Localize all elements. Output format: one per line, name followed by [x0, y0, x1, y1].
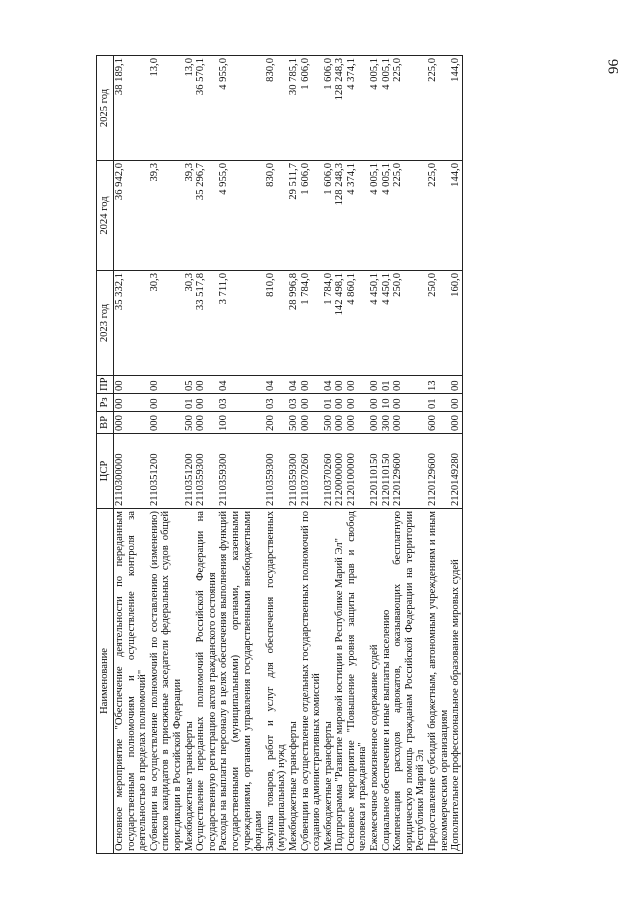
cell-vr: 000 [369, 412, 381, 434]
cell-vr: 000 [114, 412, 149, 434]
cell-y2024: 4 955,0 [218, 161, 264, 271]
cell-name: Компенсация расходов адвокатов, оказывающих бесплатную юридическую помощь гражданам Российской Федерации на территории Республики Марий Эл [392, 509, 427, 854]
cell-rz: 00 [114, 394, 149, 412]
table-row [288, 56, 300, 854]
cell-y2024: 4 005,1 [369, 161, 381, 271]
cell-csr: 2110359300 [265, 434, 288, 509]
cell-pr: 04 [218, 376, 264, 394]
cell-pr: 00 [369, 376, 381, 394]
cell-rz: 03 [265, 394, 288, 412]
header-2025: 2025 год [97, 56, 114, 161]
table-header-row [97, 56, 114, 854]
cell-y2025: 30 785,1 [288, 56, 300, 161]
cell-rz: 01 [323, 394, 335, 412]
cell-csr: 2110351200 [149, 434, 184, 509]
cell-csr: 2120100000 [346, 434, 369, 509]
cell-y2025: 36 570,1 [195, 56, 218, 161]
table-row [149, 56, 184, 854]
table-row [334, 56, 346, 854]
table-body [114, 56, 463, 854]
cell-y2024: 39,3 [184, 161, 196, 271]
cell-name: Субвенции на осуществление отдельных государственных полномочий по созданию административных комиссий [300, 509, 323, 854]
table-row [450, 56, 462, 854]
table-row [184, 56, 196, 854]
cell-name: Социальное обеспечение и иные выплаты населению [381, 509, 393, 854]
cell-y2023: 28 996,8 [288, 271, 300, 376]
cell-rz: 10 [381, 394, 393, 412]
cell-y2025: 4 955,0 [218, 56, 264, 161]
table-row [369, 56, 381, 854]
cell-y2024: 225,0 [392, 161, 427, 271]
cell-rz: 00 [392, 394, 427, 412]
cell-y2024: 4 005,1 [381, 161, 393, 271]
cell-name: Осуществление переданных полномочий Российской Федерации на государственную регистрацию актов гражданского состояния [195, 509, 218, 854]
cell-name: Межбюджетные трансферты [323, 509, 335, 854]
cell-pr: 00 [195, 376, 218, 394]
cell-y2025: 830,0 [265, 56, 288, 161]
cell-name: Подпрограмма "Развитие мировой юстиции в Республике Марий Эл" [334, 509, 346, 854]
cell-name: Межбюджетные трансферты [184, 509, 196, 854]
rotated-table-container [96, 56, 616, 854]
cell-name: Ежемесячное пожизненное содержание судей [369, 509, 381, 854]
cell-name: Субвенции на осуществление полномочий по составлению (изменению) списков кандидатов в присяжные заседатели федеральных судов общей юрисдикции в Российской Федерации [149, 509, 184, 854]
cell-pr: 04 [288, 376, 300, 394]
cell-y2024: 225,0 [427, 161, 450, 271]
cell-csr: 2120129600 [427, 434, 450, 509]
cell-y2024: 36 942,0 [114, 161, 149, 271]
cell-y2023: 142 498,1 [334, 271, 346, 376]
table-row [300, 56, 323, 854]
cell-vr: 500 [323, 412, 335, 434]
cell-vr: 000 [334, 412, 346, 434]
cell-vr: 000 [149, 412, 184, 434]
cell-y2025: 4 005,1 [369, 56, 381, 161]
cell-pr: 00 [334, 376, 346, 394]
cell-rz: 00 [334, 394, 346, 412]
cell-pr: 01 [381, 376, 393, 394]
cell-y2025: 4 374,1 [346, 56, 369, 161]
table-row [427, 56, 450, 854]
cell-y2025: 128 248,3 [334, 56, 346, 161]
cell-y2023: 4 450,1 [369, 271, 381, 376]
cell-pr: 04 [323, 376, 335, 394]
budget-table [96, 55, 463, 854]
cell-rz: 00 [195, 394, 218, 412]
cell-y2024: 144,0 [450, 161, 462, 271]
cell-rz: 00 [450, 394, 462, 412]
header-2024: 2024 год [97, 161, 114, 271]
cell-csr: 2120149280 [450, 434, 462, 509]
header-pr: ПР [97, 376, 114, 394]
cell-vr: 000 [195, 412, 218, 434]
cell-pr: 00 [392, 376, 427, 394]
cell-csr: 2110370260 [300, 434, 323, 509]
cell-rz: 00 [369, 394, 381, 412]
cell-name: Расходы на выплаты персоналу в целях обеспечения выполнения функций государственными (муниципальными) органами, казенными учреждениями, органами управления государственными внебюджетными фондами [218, 509, 264, 854]
cell-csr: 2120110150 [381, 434, 393, 509]
cell-pr: 00 [300, 376, 323, 394]
cell-y2023: 30,3 [184, 271, 196, 376]
header-rz: Рз [97, 394, 114, 412]
cell-y2025: 1 606,0 [323, 56, 335, 161]
header-vr: ВР [97, 412, 114, 434]
cell-pr: 00 [114, 376, 149, 394]
page-number: 96 [606, 59, 622, 74]
table-row [265, 56, 288, 854]
cell-y2025: 225,0 [427, 56, 450, 161]
cell-y2025: 4 005,1 [381, 56, 393, 161]
cell-y2025: 225,0 [392, 56, 427, 161]
header-name: Наименование [97, 509, 114, 854]
cell-y2023: 1 784,0 [323, 271, 335, 376]
cell-vr: 100 [218, 412, 264, 434]
cell-vr: 600 [427, 412, 450, 434]
cell-y2025: 1 606,0 [300, 56, 323, 161]
cell-csr: 2110351200 [184, 434, 196, 509]
cell-csr: 2110359300 [195, 434, 218, 509]
cell-y2023: 160,0 [450, 271, 462, 376]
cell-name: Закупка товаров, работ и услуг для обеспечения государственных (муниципальных) нужд [265, 509, 288, 854]
cell-csr: 2120000000 [334, 434, 346, 509]
cell-rz: 00 [346, 394, 369, 412]
cell-y2024: 830,0 [265, 161, 288, 271]
cell-y2023: 1 784,0 [300, 271, 323, 376]
cell-name: Дополнительное профессиональное образование мировых судей [450, 509, 462, 854]
cell-y2024: 128 248,3 [334, 161, 346, 271]
cell-vr: 500 [288, 412, 300, 434]
cell-y2024: 35 296,7 [195, 161, 218, 271]
table-row [195, 56, 218, 854]
cell-vr: 000 [346, 412, 369, 434]
cell-name: Основное мероприятие "Обеспечение деятельности по переданным государственным полномочиям и осуществление контроля за деятельностью в пределах полномочий" [114, 509, 149, 854]
cell-rz: 03 [288, 394, 300, 412]
header-2023: 2023 год [97, 271, 114, 376]
cell-y2024: 1 606,0 [323, 161, 335, 271]
header-csr: ЦСР [97, 434, 114, 509]
cell-rz: 01 [427, 394, 450, 412]
table-row [218, 56, 264, 854]
cell-y2023: 250,0 [392, 271, 427, 376]
cell-y2023: 4 860,1 [346, 271, 369, 376]
cell-pr: 00 [450, 376, 462, 394]
cell-y2024: 29 511,7 [288, 161, 300, 271]
cell-vr: 000 [392, 412, 427, 434]
cell-pr: 05 [184, 376, 196, 394]
cell-rz: 00 [149, 394, 184, 412]
cell-csr: 2110359300 [218, 434, 264, 509]
table-row [346, 56, 369, 854]
cell-y2024: 39,3 [149, 161, 184, 271]
cell-vr: 500 [184, 412, 196, 434]
cell-pr: 04 [265, 376, 288, 394]
cell-pr: 00 [149, 376, 184, 394]
cell-rz: 01 [184, 394, 196, 412]
cell-csr: 2110370260 [323, 434, 335, 509]
cell-name: Межбюджетные трансферты [288, 509, 300, 854]
cell-pr: 13 [427, 376, 450, 394]
table-row [392, 56, 427, 854]
cell-y2023: 33 517,8 [195, 271, 218, 376]
cell-vr: 300 [381, 412, 393, 434]
table-row [323, 56, 335, 854]
cell-vr: 000 [300, 412, 323, 434]
cell-vr: 000 [450, 412, 462, 434]
cell-rz: 03 [218, 394, 264, 412]
cell-csr: 2120110150 [369, 434, 381, 509]
table-row [114, 56, 149, 854]
cell-pr: 00 [346, 376, 369, 394]
cell-y2023: 4 450,1 [381, 271, 393, 376]
cell-y2025: 38 189,1 [114, 56, 149, 161]
cell-y2023: 3 711,0 [218, 271, 264, 376]
cell-y2024: 1 606,0 [300, 161, 323, 271]
cell-y2025: 13,0 [149, 56, 184, 161]
cell-csr: 2120129600 [392, 434, 427, 509]
cell-y2023: 30,3 [149, 271, 184, 376]
cell-y2023: 250,0 [427, 271, 450, 376]
cell-name: Основное мероприятие "Повышение уровня защиты прав и свобод человека и гражданина" [346, 509, 369, 854]
cell-y2025: 144,0 [450, 56, 462, 161]
cell-y2024: 4 374,1 [346, 161, 369, 271]
cell-y2025: 13,0 [184, 56, 196, 161]
cell-csr: 2110300000 [114, 434, 149, 509]
cell-csr: 2110359300 [288, 434, 300, 509]
table-row [381, 56, 393, 854]
cell-vr: 200 [265, 412, 288, 434]
cell-rz: 00 [300, 394, 323, 412]
cell-y2023: 35 332,1 [114, 271, 149, 376]
cell-y2023: 810,0 [265, 271, 288, 376]
cell-name: Предоставление субсидий бюджетным, автономным учреждениям и иным некоммерческим организациям [427, 509, 450, 854]
